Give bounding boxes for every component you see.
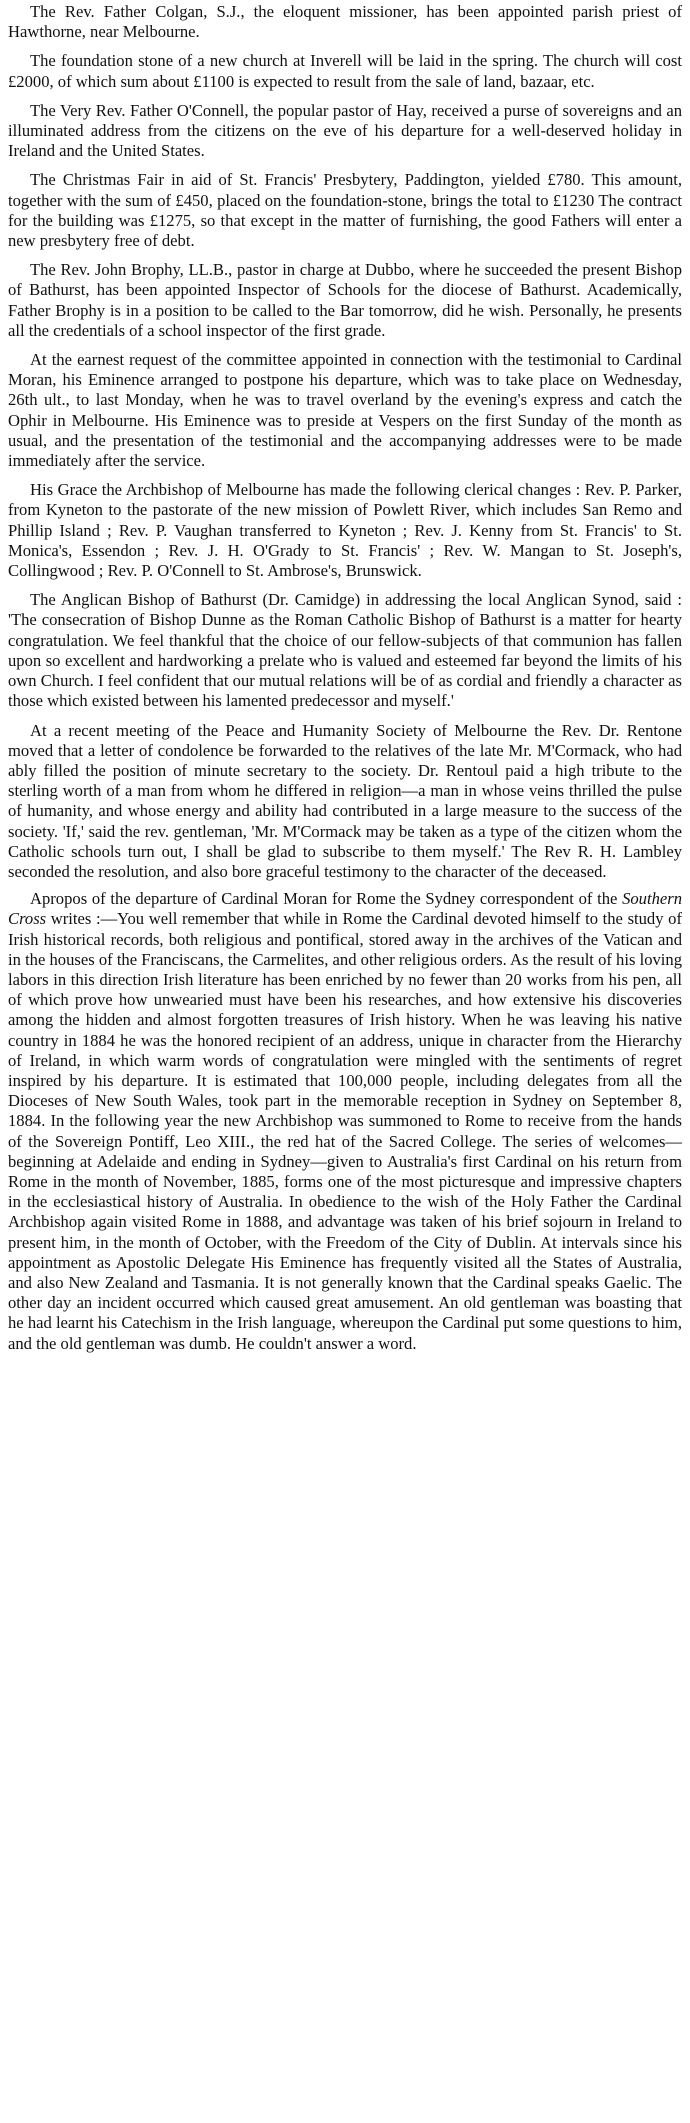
paragraph-cardinal-departure [8, 889, 682, 1354]
cardinal-departure-body: writes :—You well remember that while in Rome the Cardinal devoted himself to the study of Irish historical records, both religious and pontifical, stored away in the archives of the Vatican and in the houses of the Franciscans, the Carmelites, and other religious orders. As the result of his loving labors in this direction Irish literature has been enriched by no fewer than 20 works from his pen, all of which prove how unwearied must have been his researches, and how extensive his discoveries among the hidden and almost forgotten treasures of Irish history. When he was leaving his native country in 1884 he was the honored recipient of an address, unique in character from the Hierarchy of Ireland, in which warm words of congratulation were mingled with the sentiments of regret inspired by his departure. It is estimated that 100,000 people, including delegates from all the Dioceses of New South Wales, took part in the memorable reception in Sydney on September 8, 1884. In the following year the new Archbishop was summoned to Rome to receive from the hands of the Sovereign Pontiff, Leo XIII., the red hat of the Sacred College. The series of welcomes—beginning at Adelaide and ending in Sydney—given to Australia's first Cardinal on his return from Rome in the month of November, 1885, forms one of the most picturesque and impressive chapters in the ecclesiastical history of Australia. In obedience to the wish of the Holy Father the Cardinal Archbishop again visited Rome in 1888, and advantage was taken of his brief sojourn in Ireland to present him, in the month of October, with the Freedom of the City of Dublin. At intervals since his appointment as Apostolic Delegate His Eminence has frequently visited all the States of Australia, and also New Zealand and Tasmania. It is not generally known that the Cardinal speaks Gaelic. The other day an incident occurred which caused great amusement. An old gentleman was boasting that he had learnt his Catechism in the Irish language, whereupon the Cardinal put some questions to him, and the old gentleman was dumb. He couldn't answer a word. [8, 909, 682, 1353]
paragraph-brophy-inspector: The Rev. John Brophy, LL.B., pastor in charge at Dubbo, where he succeeded the present Bishop of Bathurst, has been appointed Inspector of Schools for the diocese of Bathurst. Academically, Father Brophy is in a position to be called to the Bar tomorrow, did he wish. Personally, he presents all the credentials of a school inspector of the first grade. [8, 260, 682, 340]
paragraph-clerical-changes: His Grace the Archbishop of Melbourne has made the following clerical changes : Rev. P. Parker, from Kyneton to the pastorate of the new mission of Powlett River, which includes San Remo and Phillip Island ; Rev. P. Vaughan transferred to Kyneton ; Rev. J. Kenny from St. Francis' to St. Monica's, Essendon ; Rev. J. H. O'Grady to St. Francis' ; Rev. W. Mangan to St. Joseph's, Collingwood ; Rev. P. O'Connell to St. Ambrose's, Brunswick. [8, 480, 682, 581]
paragraph-oconnell-hay: The Very Rev. Father O'Connell, the popular pastor of Hay, received a purse of sovereigns and an illuminated address from the citizens on the eve of his departure for a well-deserved holiday in Ireland and the United States. [8, 100, 682, 161]
paragraph-peace-humanity-society: At a recent meeting of the Peace and Humanity Society of Melbourne the Rev. Dr. Rentone moved that a letter of condolence be forwarded to the relatives of the late Mr. M'Cormack, who had ably filled the position of minute secretary to the society. Dr. Rentoul paid a high tribute to the sterling worth of a man from whom he differed in religion—a man in whose veins thrilled the pulse of humanity, and whose energy and ability had contributed in a large measure to the success of the society. 'If,' said the rev. gentleman, 'Mr. M'Cormack may be taken as a type of the citizen whom the Catholic schools turn out, I shall be glad to subscribe to them myself.' The Rev R. H. Lambley seconded the resolution, and also bore graceful testimony to the character of the deceased. [8, 720, 682, 881]
paragraph-anglican-bishop: The Anglican Bishop of Bathurst (Dr. Camidge) in addressing the local Anglican Synod, said : 'The consecration of Bishop Dunne as the Roman Catholic Bishop of Bathurst is a matter for hearty congratulation. We feel thankful that the choice of our fellow-subjects of that communion has fallen upon so excellent and hardworking a prelate who is valued and esteemed far beyond the limits of his own Church. I feel confident that our mutual relations will be of as cordial and friendly a character as those which existed between his lamented predecessor and myself.' [8, 590, 682, 711]
newspaper-title: Southern Cross [8, 889, 682, 929]
cardinal-departure-intro: Apropos of the departure of Cardinal Moran for Rome the Sydney correspondent of the [30, 889, 623, 909]
paragraph-inverell-church: The foundation stone of a new church at Inverell will be laid in the spring. The church will cost £2000, of which sum about £1100 is expected to result from the sale of land, bazaar, etc. [8, 51, 682, 91]
paragraph-cardinal-testimonial: At the earnest request of the committee appointed in connection with the testimonial to Cardinal Moran, his Eminence arranged to postpone his departure, which was to take place on Wednesday, 26th ult., to last Monday, when he was to travel overland by the evening's express and catch the Ophir in Melbourne. His Eminence was to preside at Vespers on the first Sunday of the month as usual, and the presentation of the testimonial and the accompanying addresses were to be made immediately after the service. [8, 350, 682, 471]
paragraph-colgan: The Rev. Father Colgan, S.J., the eloquent missioner, has been appointed parish priest of Hawthorne, near Melbourne. [8, 2, 682, 42]
paragraph-christmas-fair: The Christmas Fair in aid of St. Francis' Presbytery, Paddington, yielded £780. This amount, together with the sum of £450, placed on the foundation-stone, brings the total to £1230 The contract for the building was £1275, so that except in the matter of furnishing, the good Fathers will enter a new presbytery free of debt. [8, 170, 682, 251]
